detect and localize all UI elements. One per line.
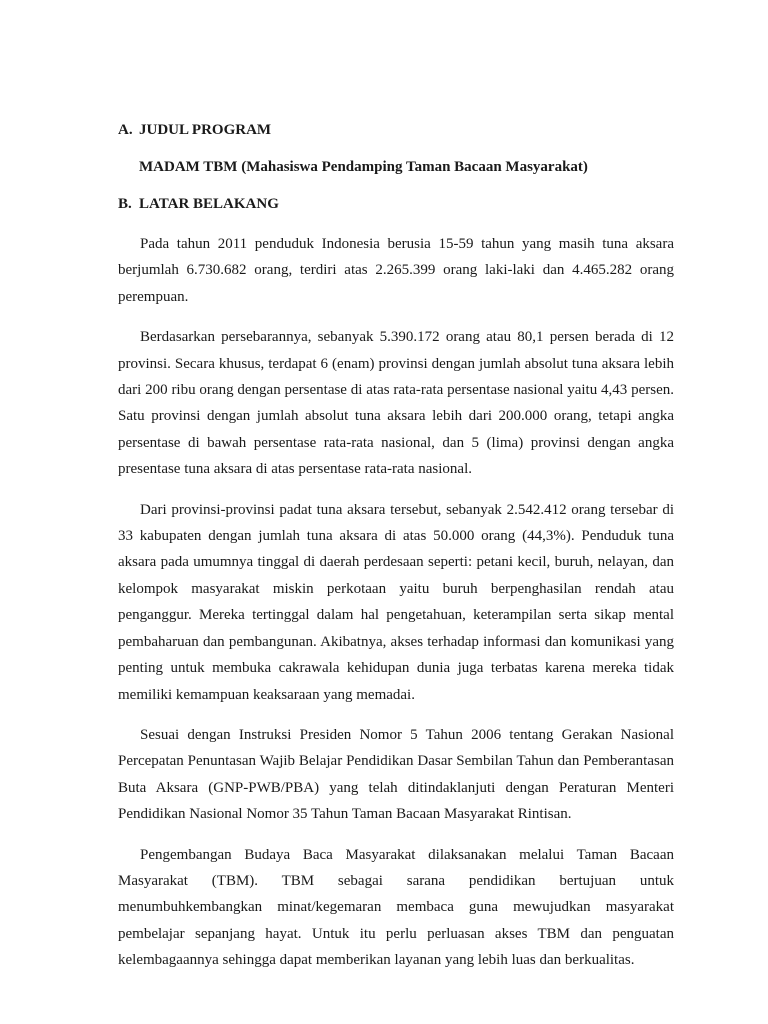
paragraph-4: Sesuai dengan Instruksi Presiden Nomor 5 Tahun 2006 tentang Gerakan Nasional Percepatan Penuntasan Wajib Belajar Pendidikan Dasar Sembilan Tahun dan Pemberantasan Buta Aksara (GNP-PWB/PBA) yang telah ditindaklanjuti dengan Peraturan Menteri Pendidikan Nasional Nomor 35 Tahun Taman Bacaan Masyarakat Rintisan. <box>118 726 674 823</box>
section-a-title: JUDUL PROGRAM <box>139 122 272 138</box>
paragraph-3: Dari provinsi-provinsi padat tuna aksara tersebut, sebanyak 2.542.412 orang tersebar di 33 kabupaten dengan jumlah tuna aksara di atas 50.000 orang (44,3%). Penduduk tuna aksara pada umumnya tinggal di daerah perdesaan seperti: petani kecil, buruh, nelayan, dan kelompok masyarakat miskin perkotaan yaitu buruh berpenghasilan rendah atau penganggur. Mereka tertinggal dalam hal pengetahuan, keterampilan serta sikap mental pembaharuan dan pembangunan. Akibatnya, akses terhadap informasi dan komunikasi yang penting untuk membuka cakrawala kehidupan dunia juga terbatas karena mereka tidak memiliki kemampuan keaksaraan yang memadai. <box>118 501 674 703</box>
section-b-letter: B. <box>118 196 132 212</box>
program-title: MADAM TBM (Mahasiswa Pendamping Taman Bacaan Masyarakat) <box>139 159 588 175</box>
paragraph-1: Pada tahun 2011 penduduk Indonesia berusia 15-59 tahun yang masih tuna aksara berjumlah 6.730.682 orang, terdiri atas 2.265.399 orang laki-laki dan 4.465.282 orang perempuan. <box>118 236 674 305</box>
paragraph-2: Berdasarkan persebarannya, sebanyak 5.390.172 orang atau 80,1 persen berada di 12 provinsi. Secara khusus, terdapat 6 (enam) provinsi dengan jumlah absolut tuna aksara lebih dari 200 ribu orang dengan persentase di atas rata-rata persentase nasional yaitu 4,43 persen. Satu provinsi dengan jumlah absolut tuna aksara lebih dari 200.000 orang, tetapi angka persentase di bawah persentase rata-rata nasional, dan 5 (lima) provinsi dengan angka presentase tuna aksara di atas persentase rata-rata nasional. <box>118 329 674 478</box>
section-a-heading <box>118 119 674 141</box>
section-b-title: LATAR BELAKANG <box>139 196 279 212</box>
section-a-letter: A. <box>118 122 133 138</box>
document-body <box>118 119 674 988</box>
section-b-heading <box>118 193 674 215</box>
paragraph-5: Pengembangan Budaya Baca Masyarakat dilaksanakan melalui Taman Bacaan Masyarakat (TBM). TBM sebagai sarana pendidikan bertujuan untuk menumbuhkembangkan minat/kegemaran membaca guna mewujudkan masyarakat pembelajar sepanjang hayat. Untuk itu perlu perluasan akses TBM dan penguatan kelembagaannya sehingga dapat memberikan layanan yang lebih luas dan berkualitas. <box>118 846 674 969</box>
